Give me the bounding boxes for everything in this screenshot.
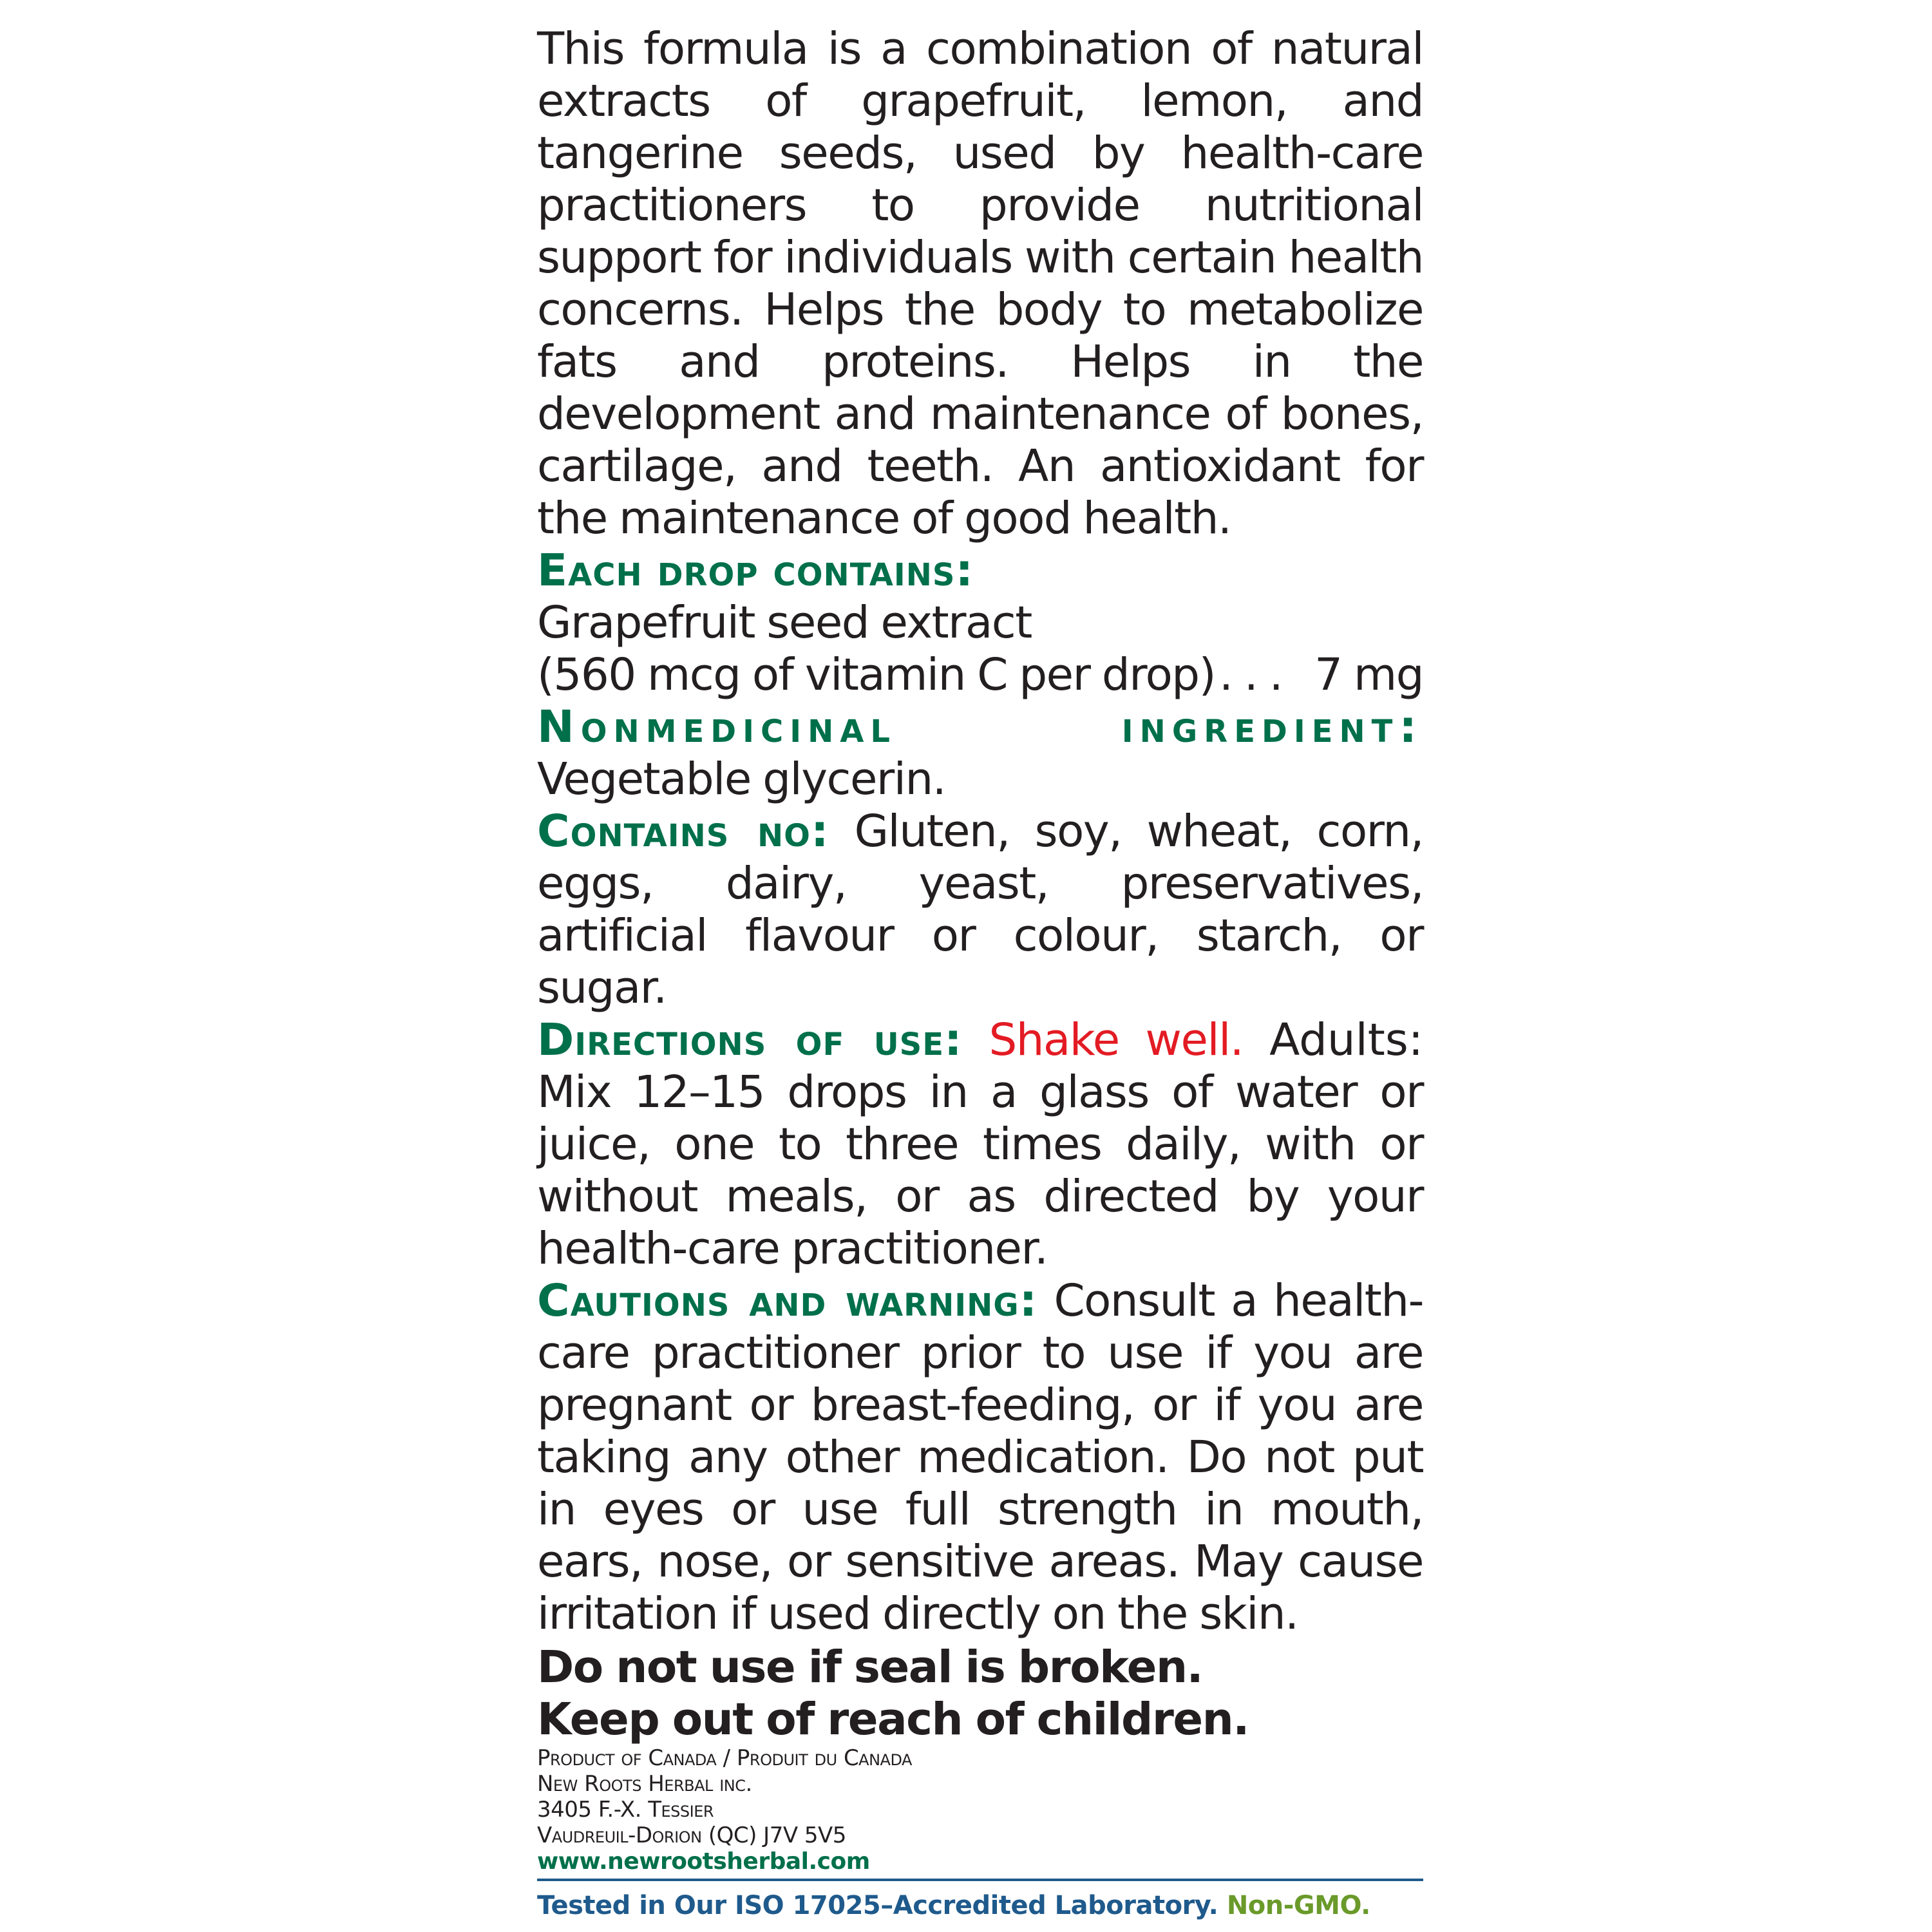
- nonmedicinal-section: [537, 701, 1423, 806]
- directions-text: Mix 12–15 drops in a glass of water or juice, one to three times daily, with or without meals, or as directed by your health-care practitioner.: [537, 1066, 1423, 1274]
- cautions-heading: Cautions and warning:: [537, 1275, 1038, 1327]
- non-gmo-statement: Non-GMO.: [1226, 1891, 1370, 1920]
- cautions-section: [537, 1275, 1423, 1640]
- each-drop-detail: [537, 649, 1282, 701]
- each-drop-heading: Each drop contains:: [537, 545, 974, 596]
- directions-heading: Directions of use:: [537, 1014, 963, 1066]
- website-link[interactable]: www.newrootsherbal.com: [537, 1848, 870, 1875]
- origin-line: Product of Canada / Produit du Canada: [537, 1745, 912, 1771]
- each-drop-amount-row: [537, 649, 1423, 701]
- city-line: Vaudreuil-Dorion (QC) J7V 5V5: [537, 1823, 846, 1848]
- each-drop-section: [537, 545, 1423, 597]
- each-drop-dots: . . .: [1219, 649, 1283, 701]
- divider-rule: [537, 1879, 1423, 1881]
- street-line: 3405 F.-X. Tessier: [537, 1797, 714, 1823]
- shake-well-text: Shake well.: [989, 1014, 1244, 1066]
- each-drop-amount: 7 mg: [1314, 649, 1423, 701]
- contains-no-section: [537, 806, 1423, 1014]
- seal-warning: Do not use if seal is broken.: [537, 1642, 1203, 1693]
- contains-no-text: Gluten, soy, wheat, corn, eggs, dairy, yeast, preservatives, artificial flavour or colour, starch, or sugar.: [537, 806, 1423, 1014]
- manufacturer-info: [537, 1745, 1423, 1875]
- each-drop-ingredient: Grapefruit seed extract: [537, 597, 1032, 649]
- company-line: New Roots Herbal inc.: [537, 1771, 752, 1797]
- lab-statement: Tested in Our ISO 17025–Accredited Laboratory.: [537, 1891, 1218, 1920]
- tested-banner: [537, 1889, 1439, 1922]
- cautions-text: Consult a health-care practitioner prior to use if you are pregnant or breast-feeding, or if you are taking any other medication. Do not put in eyes or use full strength in mouth, ears, nose, or sensitive areas. May cause irritation if used directly on the skin.: [537, 1275, 1423, 1640]
- directions-section: [537, 1014, 1423, 1275]
- nonmedicinal-heading: Nonmedicinal ingredient:: [537, 701, 1423, 753]
- adults-label: Adults:: [1269, 1014, 1424, 1066]
- contains-no-heading: Contains no:: [537, 806, 829, 857]
- each-drop-detail-text: (560 mcg of vitamin C per drop): [537, 649, 1216, 701]
- nonmedicinal-text: Vegetable glycerin.: [537, 753, 946, 805]
- product-description: This formula is a combination of natural extracts of grapefruit, lemon, and tangerine seeds, used by health-care practitioners to provide nutritional support for individuals with certain health concerns. Helps the body to metabolize fats and proteins. Helps in the development and maintenance of bones, cartilage, and teeth. An antioxidant for the maintenance of good health.: [537, 23, 1423, 544]
- children-warning: Keep out of reach of children.: [537, 1694, 1249, 1745]
- label-panel: [537, 23, 1423, 1746]
